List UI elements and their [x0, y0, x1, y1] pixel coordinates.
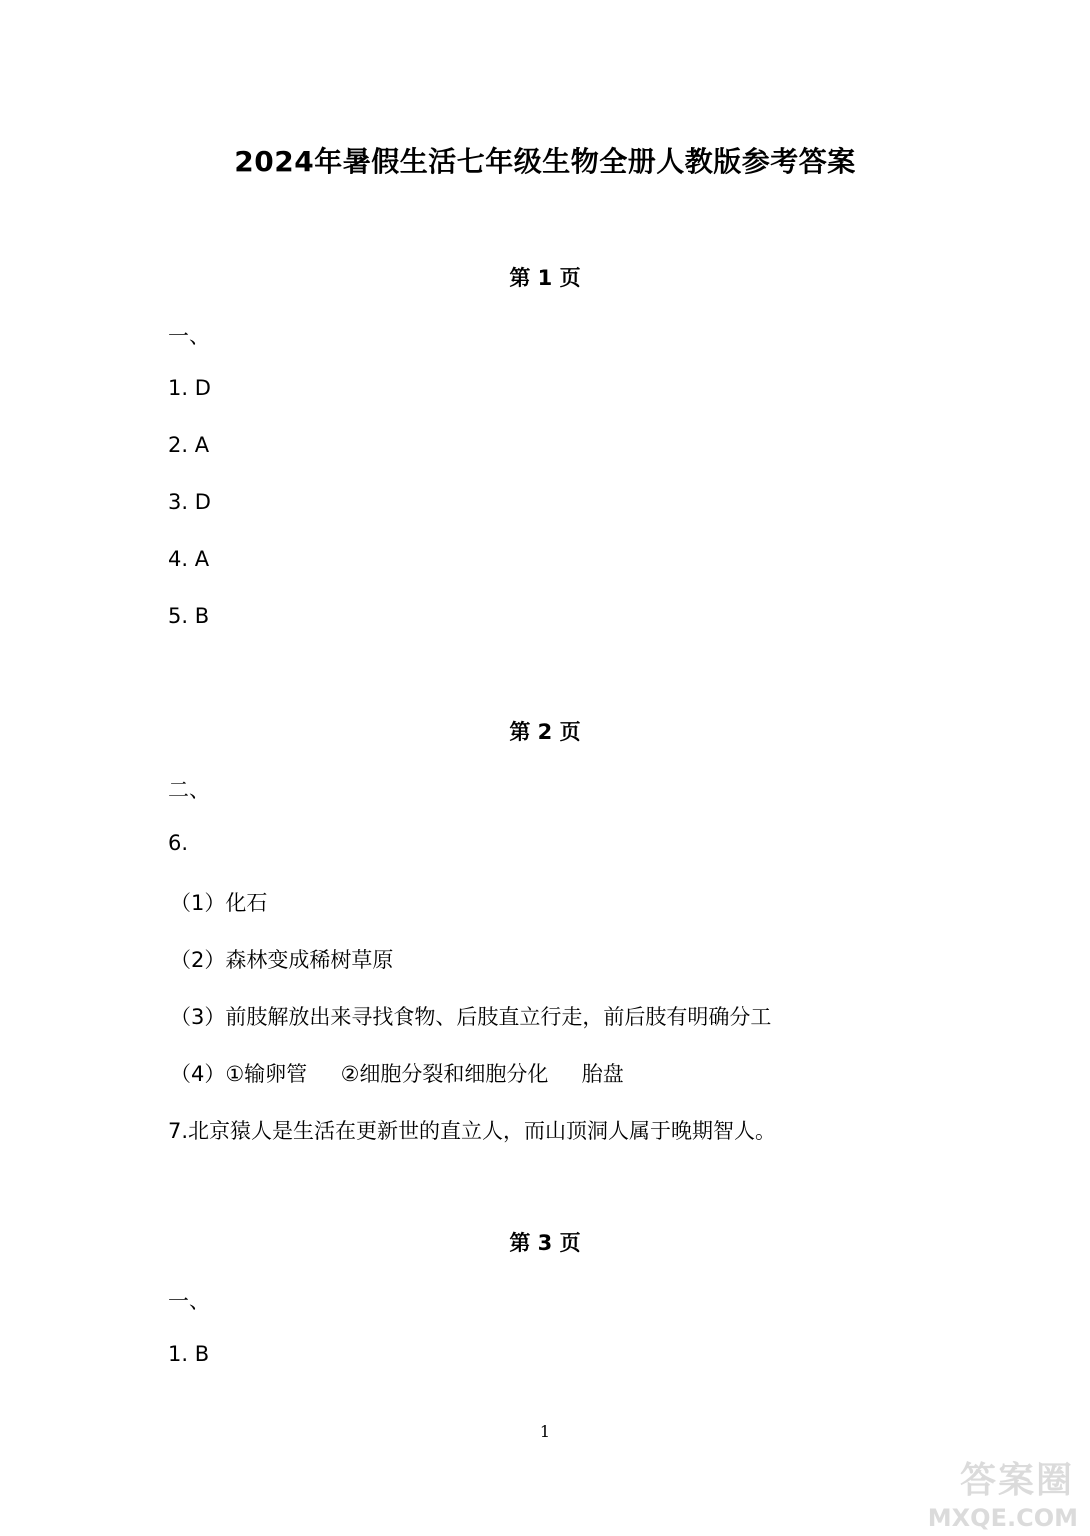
answer-line: 5. B — [168, 604, 210, 628]
answer-line: 二、 — [168, 778, 210, 802]
watermark-bottom-text: MXQE.COM — [927, 1504, 1078, 1532]
answer-line: 一、 — [168, 1289, 210, 1313]
watermark-logo — [927, 1452, 1082, 1532]
answer-line: 一、 — [168, 324, 210, 348]
answer-line: （4）①输卵管 ②细胞分裂和细胞分化 胎盘 — [170, 1062, 624, 1086]
answer-line: （1）化石 — [170, 891, 268, 915]
answer-line: 7.北京猿人是生活在更新世的直立人，而山顶洞人属于晚期智人。 — [168, 1119, 777, 1143]
section-heading-page-1: 第 1 页 — [509, 266, 581, 290]
answer-line: 1. D — [168, 376, 211, 400]
section-heading-page-2: 第 2 页 — [509, 720, 581, 744]
answer-line: （2）森林变成稀树草原 — [170, 948, 394, 972]
answer-line: （3）前肢解放出来寻找食物、后肢直立行走，前后肢有明确分工 — [170, 1005, 772, 1029]
answer-line: 4. A — [168, 547, 210, 571]
page-number: 1 — [539, 1422, 551, 1441]
document-title: 2024年暑假生活七年级生物全册人教版参考答案 — [234, 145, 856, 178]
answer-line: 3. D — [168, 490, 211, 514]
watermark-top-text: 答案圈 — [959, 1460, 1074, 1501]
answer-line: 1. B — [168, 1342, 210, 1366]
answer-line: 6. — [168, 831, 189, 855]
answer-line: 2. A — [168, 433, 210, 457]
section-heading-page-3: 第 3 页 — [509, 1231, 581, 1255]
